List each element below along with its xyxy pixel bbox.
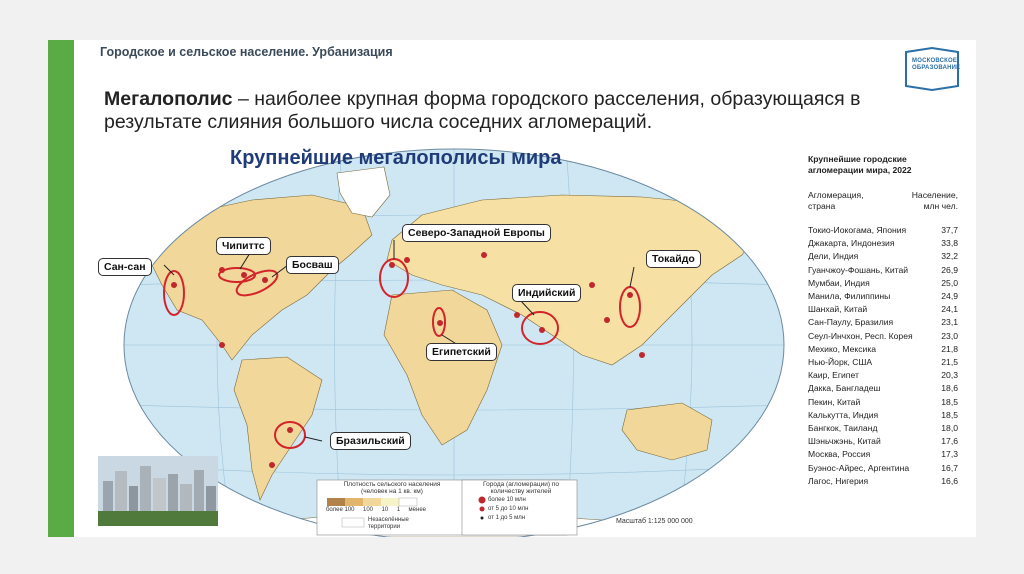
city-medium-swatch bbox=[480, 507, 485, 512]
legend-cities-title: Города (агломерации) по количеству жителей bbox=[483, 481, 559, 495]
table-row bbox=[808, 382, 958, 395]
row-agglomeration: Буэнос-Айрес, Аргентина bbox=[808, 462, 910, 473]
city-large-swatch bbox=[479, 497, 486, 504]
city-photo bbox=[98, 456, 218, 526]
uninhabited-swatch bbox=[342, 518, 364, 527]
label-nw-europe: Северо-Западной Европы bbox=[402, 224, 551, 242]
row-population: 24,9 bbox=[941, 291, 958, 302]
table-row bbox=[808, 277, 958, 290]
row-population: 20,3 bbox=[941, 370, 958, 381]
table-col-agglomeration: Агломерация, страна bbox=[808, 190, 864, 211]
table-row bbox=[808, 475, 958, 488]
row-population: 25,0 bbox=[941, 277, 958, 288]
table-row bbox=[808, 224, 958, 237]
row-population: 18,5 bbox=[941, 409, 958, 420]
table-title: Крупнейшие городские агломерации мира, 2022 bbox=[808, 154, 912, 175]
definition-term: Мегалополис bbox=[104, 88, 233, 110]
table-row bbox=[808, 356, 958, 369]
row-agglomeration: Мехико, Мексика bbox=[808, 343, 877, 354]
table-row bbox=[808, 303, 958, 316]
table-row bbox=[808, 316, 958, 329]
row-agglomeration: Нью-Йорк, США bbox=[808, 357, 873, 368]
table-row bbox=[808, 448, 958, 461]
table-row bbox=[808, 369, 958, 382]
row-agglomeration: Калькутта, Индия bbox=[808, 409, 879, 420]
definition-text: – наиболее крупная форма городского расселения, образующаяся в результате слияния большого числа соседних агломераций. bbox=[104, 88, 861, 133]
table-body bbox=[808, 224, 958, 488]
row-population: 26,9 bbox=[941, 264, 958, 275]
map-title: Крупнейшие мегалополисы мира bbox=[230, 147, 562, 169]
row-agglomeration: Дакка, Бангладеш bbox=[808, 383, 881, 394]
row-agglomeration: Пекин, Китай bbox=[808, 396, 861, 407]
table-row bbox=[808, 396, 958, 409]
logo-text: МОСКОВСКОЕ ОБРАЗОВАНИЕ bbox=[912, 58, 961, 71]
row-agglomeration: Бангкок, Таиланд bbox=[808, 423, 878, 434]
row-agglomeration: Сеул-Инчхон, Респ. Корея bbox=[808, 330, 913, 341]
table-row bbox=[808, 435, 958, 448]
row-agglomeration: Гуанчжоу-Фошань, Китай bbox=[808, 264, 909, 275]
table-header bbox=[808, 190, 958, 212]
table-row bbox=[808, 264, 958, 277]
label-san-san: Сан-сан bbox=[98, 258, 152, 276]
city-small-swatch bbox=[481, 517, 484, 520]
row-population: 17,6 bbox=[941, 436, 958, 447]
legend-density-title: Плотность сельского населения (человек на 1 кв. км) bbox=[343, 481, 441, 495]
table-row bbox=[808, 343, 958, 356]
row-population: 32,2 bbox=[941, 251, 958, 262]
legend-density-values: более 100 100 10 1 менее bbox=[326, 507, 426, 513]
row-population: 17,3 bbox=[941, 449, 958, 460]
label-brazilian: Бразильский bbox=[330, 432, 411, 450]
map-scale: Масштаб 1:125 000 000 bbox=[616, 518, 693, 525]
row-agglomeration: Шэньчжэнь, Китай bbox=[808, 436, 881, 447]
row-population: 23,1 bbox=[941, 317, 958, 328]
row-population: 18,5 bbox=[941, 396, 958, 407]
table-row bbox=[808, 237, 958, 250]
table-row bbox=[808, 250, 958, 263]
table-row bbox=[808, 422, 958, 435]
label-chipitts: Чипиттс bbox=[216, 237, 271, 255]
row-agglomeration: Манила, Филиппины bbox=[808, 291, 891, 302]
row-agglomeration: Токио-Иокогама, Япония bbox=[808, 225, 907, 235]
table-row bbox=[808, 330, 958, 343]
row-agglomeration: Сан-Паулу, Бразилия bbox=[808, 317, 894, 328]
label-boswash: Босваш bbox=[286, 256, 339, 274]
row-population: 24,1 bbox=[941, 304, 958, 315]
density-scale bbox=[327, 498, 417, 506]
row-population: 16,7 bbox=[941, 462, 958, 473]
row-population: 16,6 bbox=[941, 475, 958, 486]
row-agglomeration: Дели, Индия bbox=[808, 251, 859, 262]
label-indian: Индийский bbox=[512, 284, 581, 302]
row-agglomeration: Шанхай, Китай bbox=[808, 304, 868, 315]
label-egyptian: Египетский bbox=[426, 343, 497, 361]
row-agglomeration: Джакарта, Индонезия bbox=[808, 238, 895, 249]
table-row bbox=[808, 290, 958, 303]
agglomerations-table bbox=[808, 154, 958, 488]
row-population: 18,6 bbox=[941, 383, 958, 394]
definition bbox=[104, 88, 904, 134]
table-col-population: Население, млн чел. bbox=[911, 190, 958, 211]
row-population: 37,7 bbox=[941, 225, 958, 235]
table-row bbox=[808, 409, 958, 422]
row-agglomeration: Москва, Россия bbox=[808, 449, 871, 460]
row-population: 33,8 bbox=[941, 238, 958, 249]
row-agglomeration: Лагос, Нигерия bbox=[808, 475, 869, 486]
legend-uninhabited: Незаселённые территории bbox=[368, 517, 409, 530]
legend-city-sizes: более 10 млн от 5 до 10 млн от 1 до 5 млн bbox=[488, 497, 529, 521]
table-row bbox=[808, 462, 958, 475]
row-population: 23,0 bbox=[941, 330, 958, 341]
row-population: 18,0 bbox=[941, 423, 958, 434]
row-agglomeration: Мумбаи, Индия bbox=[808, 277, 870, 288]
accent-bar bbox=[48, 40, 74, 537]
row-agglomeration: Каир, Египет bbox=[808, 370, 859, 381]
world-map bbox=[122, 145, 787, 537]
row-population: 21,8 bbox=[941, 343, 958, 354]
row-population: 21,5 bbox=[941, 357, 958, 368]
header-title: Городское и сельское население. Урбанизация bbox=[100, 45, 393, 59]
label-tokaido: Токайдо bbox=[646, 250, 701, 268]
